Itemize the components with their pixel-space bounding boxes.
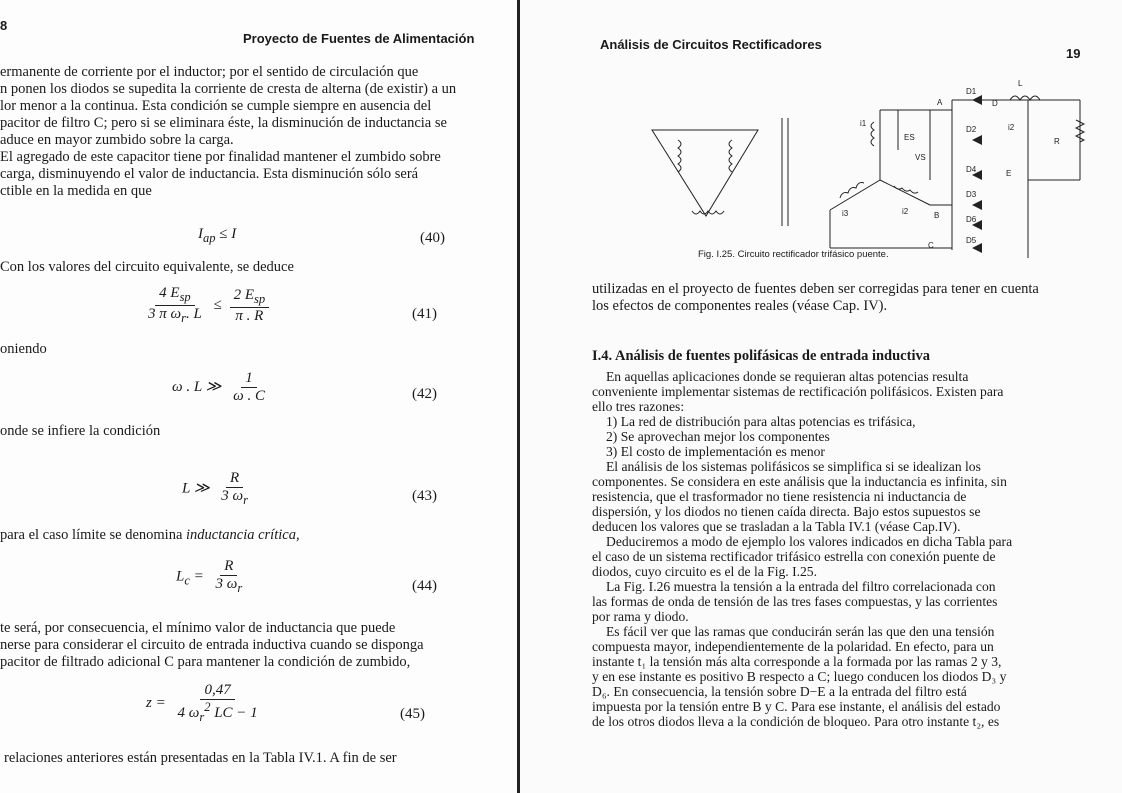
eq-subscript: r xyxy=(237,581,243,595)
figure-caption: Fig. I.25. Circuito rectificador trifásico puente. xyxy=(698,249,889,260)
text-line: utilizadas en el proyecto de fuentes deben ser corregidas para tener en cuenta xyxy=(592,281,1039,297)
label-D3: D3 xyxy=(966,190,977,199)
right-page-number: 19 xyxy=(1066,46,1081,61)
left-paragraph-2: Con los valores del circuito equivalente, se deduce xyxy=(0,259,294,275)
label-D2: D2 xyxy=(966,125,977,134)
equation-number-44: (44) xyxy=(412,578,437,594)
text-line: ctible en la medida en que xyxy=(0,183,152,199)
text-line: dispersión, y los diodos no tienen caída directa. Bajo estos supuestos se xyxy=(592,504,981,519)
label-B: B xyxy=(934,211,940,220)
primary-coil-left xyxy=(678,140,681,172)
equation-40 xyxy=(198,226,236,246)
eq-subscript: r xyxy=(243,493,248,507)
diode-D2-symbol xyxy=(972,135,982,145)
eq-fraction xyxy=(144,285,206,326)
eq-subscript: r xyxy=(181,311,186,325)
text-line: resistencia, que el trasformador no tiene resistencia ni inductancia de xyxy=(592,489,967,504)
diode-D1-symbol xyxy=(972,95,982,105)
reason-item: 3) El costo de implementación es menor xyxy=(606,444,825,459)
eq-numerator: 2 E xyxy=(233,286,254,303)
eq-lhs: L ≫ xyxy=(182,480,210,497)
eq-fraction xyxy=(173,682,261,725)
diode-D3-symbol xyxy=(972,200,982,210)
text-line: las formas de onda de tensión de las tres fases compuestas, y las corrientes xyxy=(592,594,998,609)
equation-45 xyxy=(146,682,266,725)
label-L: L xyxy=(1018,79,1023,88)
eq-subscript: sp xyxy=(253,291,266,306)
equation-42 xyxy=(172,370,273,405)
text-line: el caso de un sistema rectificador trifásico estrella con conexión puente de xyxy=(592,549,996,564)
left-paragraph-1 xyxy=(0,64,480,200)
rectifier-figure xyxy=(520,0,1122,260)
label-D5: D5 xyxy=(966,236,977,245)
reason-item: 2) Se aprovechan mejor los componentes xyxy=(606,429,830,444)
right-page-header: Análisis de Circuitos Rectificadores xyxy=(600,37,822,52)
label-E: E xyxy=(1006,169,1012,178)
left-paragraph-4: onde se infiere la condición xyxy=(0,423,161,439)
eq-denominator-tail: LC − 1 xyxy=(210,705,258,721)
eq-denominator-tail: . L xyxy=(185,306,202,322)
eq-symbol: I xyxy=(231,226,237,242)
left-page-number: 8 xyxy=(0,18,8,33)
right-page xyxy=(520,0,1122,793)
text-line: nerse para considerar el circuito de entrada inductiva cuando se disponga xyxy=(0,637,424,653)
left-page xyxy=(0,0,518,793)
eq-subscript: c xyxy=(184,573,190,588)
text-line: deducen los valores que se trasladan a la Tabla IV.1 (véase Cap.IV). xyxy=(592,519,961,534)
label-C: C xyxy=(928,241,934,250)
equation-number-42: (42) xyxy=(412,386,437,402)
label-i2: i2 xyxy=(1008,123,1015,132)
text-line: los efectos de componentes reales (véase Cap. IV). xyxy=(592,298,888,314)
text-line: te será, por consecuencia, el mínimo valor de inductancia que puede xyxy=(0,620,396,636)
primary-coil-right xyxy=(729,140,732,172)
equation-number-43: (43) xyxy=(412,488,437,504)
eq-subscript: ap xyxy=(203,231,216,245)
left-paragraph-3: oniendo xyxy=(0,341,47,357)
text-line: diodos, cuyo circuito es el de la Fig. I.25. xyxy=(592,564,818,579)
emphasis-term: inductancia crítica, xyxy=(186,527,300,543)
left-paragraph-5 xyxy=(0,527,300,544)
eq-subscript: sp xyxy=(179,290,191,304)
text-line: conveniente implementar sistemas de rectificación polifásicos. Existen para xyxy=(592,384,1004,399)
label-D6: D6 xyxy=(966,215,977,224)
eq-fraction xyxy=(212,558,247,596)
equation-44 xyxy=(176,558,250,596)
text-line: impuesta por la tensión entre B y C. Para ese instante, el análisis del estado xyxy=(592,699,1001,714)
right-paragraph-1 xyxy=(592,281,1092,315)
right-paragraph-2 xyxy=(592,369,1102,729)
eq-lhs: ω . L ≫ xyxy=(172,378,222,395)
secondary-coil-2 xyxy=(840,183,864,198)
text-line: La Fig. I.26 muestra la tensión a la entrada del filtro correlacionada con xyxy=(606,579,996,594)
section-title: I.4. Análisis de fuentes polifásicas de entrada inductiva xyxy=(592,348,930,364)
eq-denominator: π . R xyxy=(235,307,264,324)
eq-lhs: z = xyxy=(146,694,166,711)
eq-operator: ≤ xyxy=(213,296,222,313)
eq-symbol: L xyxy=(176,568,185,585)
label-Es: ES xyxy=(904,133,915,142)
text-line: componentes. Se considera en este análisis que la inductancia es infinita, sin xyxy=(592,474,1007,489)
left-page-header: Proyecto de Fuentes de Alimentación xyxy=(243,31,475,46)
label-Vs: VS xyxy=(915,153,926,162)
left-paragraph-6 xyxy=(0,620,470,671)
text-line: aduce en mayor zumbido sobre la carga. xyxy=(0,132,234,148)
label-i2-secondary: i2 xyxy=(902,207,909,216)
text-line: por rama y diodo. xyxy=(592,609,689,624)
label-i3: i3 xyxy=(842,209,849,218)
equation-43 xyxy=(182,470,256,508)
equation-number-45: (45) xyxy=(400,706,425,722)
text-line: carga, disminuyendo el valor de inductancia. Esta disminución sólo será xyxy=(0,166,419,182)
eq-denominator: 3 π ω xyxy=(148,306,182,322)
eq-numerator: 0,47 xyxy=(200,682,234,700)
text-line: ermanente de corriente por el inductor; por el sentido de circulación que xyxy=(0,64,419,80)
text-line: lor menor a la continua. Esta condición se cumple siempre en ausencia del xyxy=(0,98,432,114)
text-line: ello tres razones: xyxy=(592,399,685,414)
eq-denominator: 3 ω xyxy=(215,576,238,592)
eq-symbol: I xyxy=(198,226,203,242)
text-span: para el caso límite se denomina xyxy=(0,527,187,543)
secondary-coil-3 xyxy=(894,186,918,193)
text-line: instante t₁ la tensión más alta corresponde a la formada por las ramas 2 y 3, xyxy=(592,654,1002,669)
text-line: En aquellas aplicaciones donde se requieran altas potencias resulta xyxy=(606,369,969,384)
equation-number-40: (40) xyxy=(420,230,445,246)
eq-numerator: R xyxy=(226,470,243,488)
eq-denominator: 3 ω xyxy=(221,488,244,504)
text-line: compuesta mayor, independientemente de la polaridad. En efecto, para un xyxy=(592,639,994,654)
label-R: R xyxy=(1054,137,1060,146)
eq-fraction xyxy=(229,370,269,405)
equation-41 xyxy=(140,285,273,326)
text-line: y en ese instante es positivo B respecto a C; luego conducen los diodos D₃ y xyxy=(592,669,1007,684)
eq-numerator: 4 E xyxy=(159,285,180,301)
eq-numerator: R xyxy=(220,558,237,576)
label-A: A xyxy=(937,98,943,107)
text-line: n ponen los diodos se supedita la corriente de cresta de alterna (de existir) a un xyxy=(0,81,457,97)
text-line: pacitor de filtrado adicional C para mantener la condición de zumbido, xyxy=(0,654,411,670)
eq-subscript: r xyxy=(199,710,205,724)
eq-numerator: 1 xyxy=(241,370,257,388)
eq-fraction xyxy=(217,470,252,508)
text-line: pacitor de filtro C; pero si se eliminara éste, la disminución de inductancia se xyxy=(0,115,447,131)
label-D4: D4 xyxy=(966,165,977,174)
secondary-coil-1 xyxy=(871,122,874,146)
text-line: Es fácil ver que las ramas que conducirán serán las que den una tensión xyxy=(606,624,995,639)
left-paragraph-7: relaciones anteriores están presentadas en la Tabla IV.1. A fin de ser xyxy=(4,750,397,766)
text-line: D₆. En consecuencia, la tensión sobre D−E a la entrada del filtro está xyxy=(592,684,967,699)
label-i1: i1 xyxy=(860,119,867,128)
text-line: de los otros diodos lleva a la condición de bloqueo. Para otro instante t₂, es xyxy=(592,714,1000,729)
eq-denominator: 4 ω xyxy=(177,705,200,721)
text-line: Deduciremos a modo de ejemplo los valores indicados en dicha Tabla para xyxy=(606,534,1013,549)
eq-denominator: ω . C xyxy=(233,388,265,404)
equation-number-41: (41) xyxy=(412,306,437,322)
eq-superscript: 2 xyxy=(204,700,211,714)
label-D: D xyxy=(992,99,998,108)
inductor-L xyxy=(1010,96,1040,100)
label-D1: D1 xyxy=(966,87,977,96)
eq-operator: ≤ xyxy=(219,226,228,242)
eq-fraction xyxy=(230,287,270,325)
primary-delta-winding xyxy=(652,130,758,216)
text-line: El análisis de los sistemas polifásicos se simplifica si se idealizan los xyxy=(606,459,981,474)
eq-operator: = xyxy=(193,568,204,585)
text-line: El agregado de este capacitor tiene por finalidad mantener el zumbido sobre xyxy=(0,149,441,165)
reason-item: 1) La red de distribución para altas potencias es trifásica, xyxy=(606,414,916,429)
